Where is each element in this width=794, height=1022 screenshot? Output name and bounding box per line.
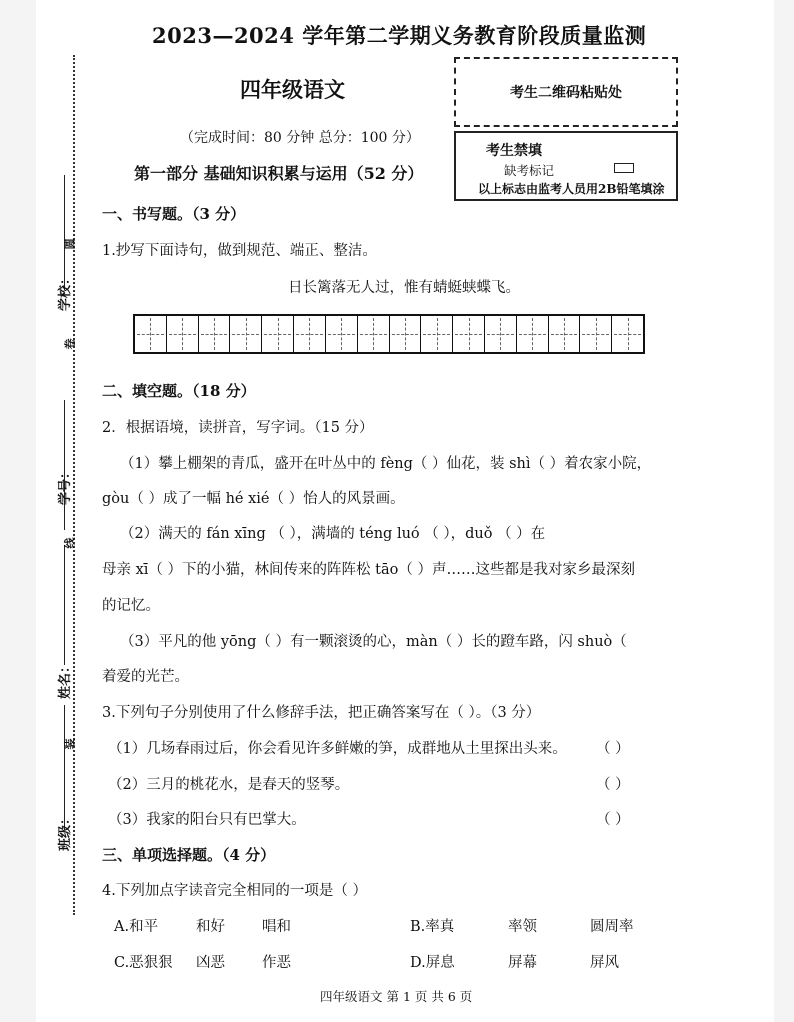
- question-1: 1.抄写下面诗句，做到规范、端正、整洁。: [102, 243, 377, 259]
- q2-item3-line1[interactable]: （3）平凡的他 yōng（ ）有一颗滚烫的心，màn（ ）长的蹬车路，闪 shuò（: [120, 634, 627, 650]
- q3-item2-answer[interactable]: （ ）: [596, 777, 630, 793]
- class-label: 班级：: [58, 811, 74, 852]
- binding-dotted-line: [73, 55, 75, 915]
- section-2-heading: 二、填空题。（18 分）: [102, 382, 256, 400]
- option-d-3: 屏风: [590, 955, 619, 971]
- examiner-only-box: [454, 131, 678, 201]
- section-3-heading: 三、单项选择题。（4 分）: [102, 846, 276, 864]
- qr-code-box: [454, 57, 678, 127]
- option-c-2: 凶恶: [196, 955, 225, 971]
- page-footer: 四年级语文 第 1 页 共 6 页: [320, 989, 473, 1004]
- q3-item1-answer[interactable]: （ ）: [596, 741, 630, 757]
- time-info: （完成时间：80 分钟 总分：100 分）: [180, 130, 420, 146]
- option-a-2: 和好: [196, 919, 225, 935]
- absent-mark-box[interactable]: [614, 163, 634, 173]
- option-b-3: 圆周率: [590, 919, 634, 935]
- option-c-1[interactable]: C.恶狠狠: [114, 955, 173, 971]
- q3-item2: （2）三月的桃花水，是春天的竖琴。: [108, 777, 350, 793]
- qr-box-label: 考生二维码粘贴处: [510, 85, 622, 101]
- examiner-only-title: 考生禁填: [486, 143, 542, 159]
- option-b-2: 率领: [508, 919, 537, 935]
- option-d-2: 屏幕: [508, 955, 537, 971]
- q2-item2-line3: 的记忆。: [102, 598, 160, 614]
- seal-mark-4: 装: [63, 738, 77, 750]
- copy-writing-grid[interactable]: [133, 314, 645, 354]
- exam-subject: 四年级语文: [240, 77, 345, 102]
- seal-mark-1: 圆: [63, 238, 77, 250]
- q2-item2-line1[interactable]: （2）满天的 fán xīng （ ），满墙的 téng luó （ ），duǒ （ ）在: [120, 526, 546, 542]
- name-label: 姓名：: [58, 659, 74, 700]
- option-a-3: 唱和: [262, 919, 291, 935]
- section-1-heading: 一、书写题。（3 分）: [102, 205, 246, 223]
- q3-item3-answer[interactable]: （ ）: [596, 812, 630, 828]
- absent-mark-label: 缺考标记: [504, 163, 555, 178]
- option-d-1[interactable]: D.屏息: [410, 955, 455, 971]
- q3-item1: （1）几场春雨过后，你会看见许多鲜嫩的笋，成群地从土里探出头来。: [108, 741, 567, 757]
- q2-item1-line1[interactable]: （1）攀上棚架的青瓜，盛开在叶丛中的 fèng（ ）仙花，装 shì（ ）着农家小院，: [120, 456, 652, 472]
- examiner-note: 以上标志由监考人员用2B铅笔填涂: [478, 182, 665, 196]
- seal-mark-3: 线: [63, 537, 77, 549]
- name-underline: [64, 545, 65, 665]
- question-3: 3.下列句子分别使用了什么修辞手法，把正确答案写在（ ）。（3 分）: [102, 705, 541, 721]
- option-a-1[interactable]: A.和平: [114, 919, 159, 935]
- q2-item1-line2[interactable]: gòu（ ）成了一幅 hé xié（ ）怡人的风景画。: [102, 491, 405, 507]
- seal-mark-2: 卷: [63, 338, 77, 350]
- school-label: 学校：: [58, 271, 74, 312]
- exam-title: 2023—2024 学年第二学期义务教育阶段质量监测: [152, 23, 647, 48]
- q2-item2-line2[interactable]: 母亲 xī（ ）下的小猫，林间传来的阵阵松 tāo（ ）声……这些都是我对家乡最深刻: [102, 562, 635, 578]
- option-c-3: 作恶: [262, 955, 291, 971]
- question-2: 2．根据语境，读拼音，写字词。（15 分）: [102, 420, 374, 436]
- q2-item3-line2: 着爱的光芒。: [102, 669, 189, 685]
- poem-line: 日长篱落无人过，惟有蜻蜓蛱蝶飞。: [288, 280, 520, 296]
- q3-item3: （3）我家的阳台只有巴掌大。: [108, 812, 306, 828]
- option-b-1[interactable]: B.率真: [410, 919, 455, 935]
- number-label: 学号：: [58, 465, 74, 506]
- part1-heading: 第一部分 基础知识积累与运用（52 分）: [134, 164, 424, 183]
- question-4: 4.下列加点字读音完全相同的一项是（ ）: [102, 883, 367, 899]
